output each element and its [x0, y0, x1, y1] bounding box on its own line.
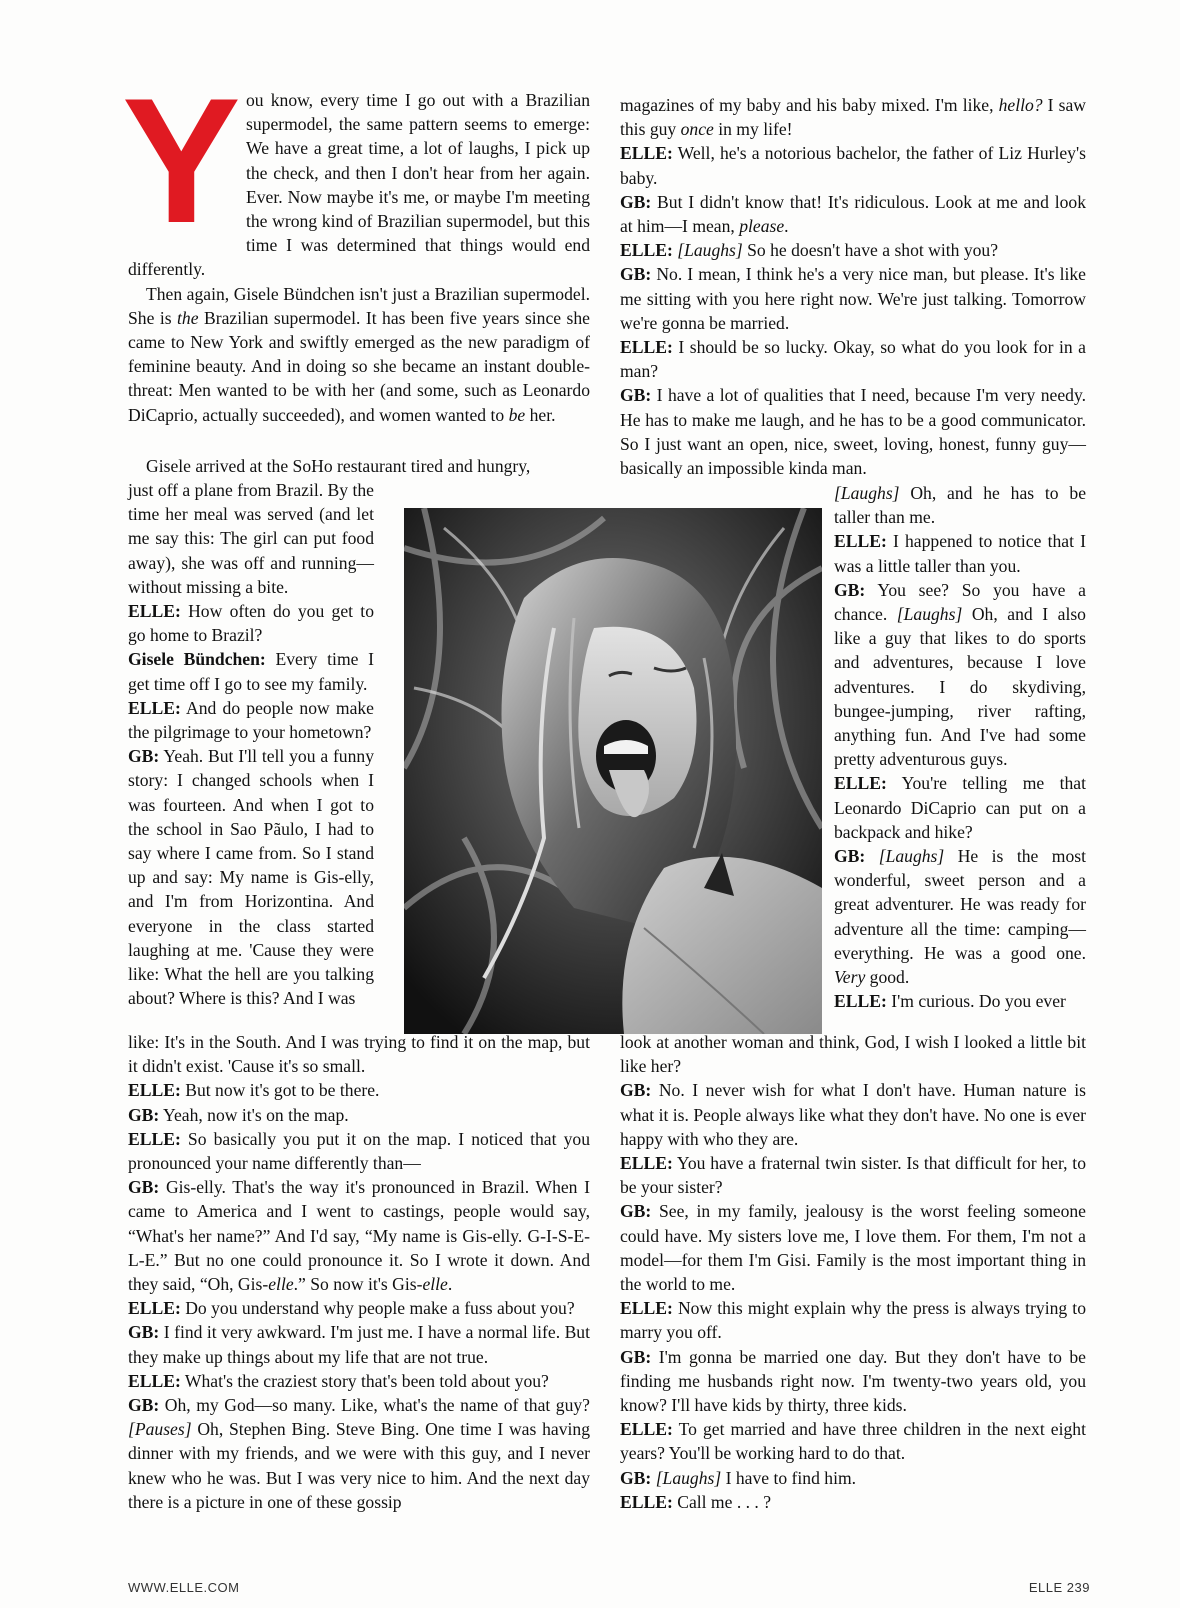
text-span: But I didn't know that! It's ridiculous. Look at me and look at him—I mean, [620, 191, 1086, 237]
qa-question [620, 1490, 1086, 1514]
text-span: But now it's got to be there. [180, 1080, 380, 1101]
qa-answer [620, 190, 1086, 238]
text-span: So he doesn't have a shot with you? [742, 240, 999, 261]
text-span: To get married and have three children in the next eight years? You'll be working hard to do that. [620, 1419, 1086, 1464]
text-span: Gisele arrived at the SoHo restaurant tired and hungry, [146, 456, 531, 476]
text-span: Well, he's a notorious bachelor, the father of Liz Hurley's baby. [620, 143, 1086, 188]
text-span: Every time I get time off I go to see my family. [128, 649, 374, 694]
qa-question-continued: look at another woman and think, God, I wish I looked a little bit like her? [620, 1032, 1086, 1077]
speaker-label: GB: [128, 1104, 160, 1125]
left-column-narrow [128, 478, 374, 1010]
speaker-label: ELLE: [128, 601, 181, 622]
text-span: I happened to notice that I was a little taller than you. [834, 531, 1086, 576]
portrait-illustration [404, 508, 822, 1034]
qa-answer [128, 1393, 590, 1514]
text-span: Yeah. But I'll tell you a funny story: I changed schools when I was fourteen. And when I got to the school in Sao Pãulo, I had to say where I came from. So I stand up and say: My name is Gis-elly, and I'm from Horizontina. And everyone in the class started laughing at me. 'Cause they were like: What the hell are you talking about? Where is this? And I was [128, 746, 374, 1009]
emphasis: [Laughs] [655, 1467, 722, 1488]
qa-question [620, 1417, 1086, 1465]
text-span: Call me . . . ? [672, 1491, 772, 1512]
qa-answer [834, 844, 1086, 989]
text-span: Do you understand why people make a fuss about you? [180, 1298, 575, 1319]
qa-answer [834, 578, 1086, 772]
text-span: . [447, 1274, 453, 1295]
qa-question [620, 1151, 1086, 1199]
qa-answer [128, 744, 374, 1010]
qa-question [620, 1296, 1086, 1344]
lead-paragraph-1: ou know, every time I go out with a Brazilian supermodel, the same pattern seems to emerge: We have a great time, a lot of laughs, I pick up the check, and then I don't hear from her again. Ever. Now maybe it's me, or maybe I'm meeting the wrong kind of Brazilian supermodel, but this time I was determined that things would end differently. [128, 90, 590, 280]
qa-answer-continued [834, 481, 1086, 529]
text-span: in my life! [713, 119, 793, 140]
qa-answer-continued [620, 93, 1086, 141]
qa-answer [128, 1320, 590, 1368]
emphasis: hello? [998, 95, 1043, 115]
emphasis: elle [268, 1274, 294, 1295]
speaker-label: GB: [620, 1346, 652, 1367]
speaker-label: GB: [128, 1177, 160, 1198]
qa-answer [620, 1345, 1086, 1418]
text-span: I find it very awkward. I'm just me. I have a normal life. But they make up things about my life that are not true. [128, 1322, 590, 1367]
qa-question [620, 238, 1086, 262]
text-span: I'm gonna be married one day. But they don't have to be finding me husbands right now. I'm twenty-two years old, you know? I'll have kids by thirty, three kids. [620, 1346, 1086, 1416]
emphasis: the [177, 307, 199, 328]
qa-answer [620, 262, 1086, 335]
text-span: You're telling me that Leonardo DiCaprio can put on a backpack and hike? [834, 773, 1086, 842]
qa-answer [620, 383, 1086, 480]
qa-answer [128, 1175, 590, 1296]
text-span: So basically you put it on the map. I noticed that you pronounced your name differently than— [128, 1128, 590, 1174]
qa-question-start [834, 989, 1086, 1013]
speaker-label: ELLE: [620, 240, 673, 261]
right-column-narrow [834, 481, 1086, 1013]
speaker-label: GB: [620, 264, 652, 285]
text-span: her. [525, 404, 556, 425]
text-span: What's the craziest story that's been told about you? [180, 1370, 549, 1391]
qa-question [128, 599, 374, 647]
text-span: .” So now it's Gis- [293, 1274, 423, 1295]
text-span: I saw this guy [620, 95, 1086, 140]
emphasis: [Laughs] [834, 483, 900, 503]
emphasis: Very [834, 967, 866, 988]
left-column-wide-top [128, 454, 590, 478]
qa-question [834, 529, 1086, 577]
drop-cap: Y [122, 61, 241, 260]
qa-question [128, 696, 374, 744]
speaker-label: Gisele Bündchen: [128, 649, 266, 670]
text-span: And do people now make the pilgrimage to your hometown? [128, 697, 374, 743]
text-span: You see? So you have a chance. [834, 579, 1086, 625]
footer-page-number: ELLE 239 [1028, 1580, 1090, 1595]
qa-question [620, 335, 1086, 383]
qa-question [620, 141, 1086, 189]
speaker-label: ELLE: [620, 143, 673, 164]
speaker-label: ELLE: [834, 773, 887, 794]
text-span: Oh, and he has to be taller than me. [834, 483, 1086, 528]
text-span: No. I never wish for what I don't have. Human nature is what it is. People always like what they don't have. No one is ever happy with who they are. [620, 1080, 1086, 1149]
speaker-label: GB: [620, 1201, 652, 1222]
right-column-bottom [620, 1030, 1086, 1514]
speaker-label: GB: [620, 1467, 652, 1488]
text-span: I have to find him. [721, 1467, 857, 1488]
qa-question [128, 1078, 590, 1102]
text-span: He is the most wonderful, sweet person and a great adventurer. He was ready for adventure all the time: camping—everything. He was a good one. [834, 846, 1086, 963]
text-span: How often do you get to go home to Brazil? [128, 601, 374, 646]
speaker-label: GB: [128, 1322, 160, 1343]
qa-answer [128, 647, 374, 695]
speaker-label: GB: [834, 579, 866, 600]
text-span: I'm curious. Do you ever [886, 991, 1066, 1012]
speaker-label: ELLE: [620, 1419, 673, 1440]
qa-answer [620, 1199, 1086, 1296]
text-span: Yeah, now it's on the map. [159, 1104, 349, 1125]
speaker-label: ELLE: [128, 1298, 181, 1319]
qa-answer [128, 1103, 590, 1127]
qa-question [128, 1127, 590, 1175]
portrait-photo [404, 508, 822, 1034]
speaker-label: ELLE: [834, 991, 887, 1012]
speaker-label: GB: [620, 1080, 652, 1101]
text-span: I have a lot of qualities that I need, because I'm very needy. He has to make me laugh, and he has to be a good communicator. So I just want an open, nice, sweet, loving, honest, funny guy—basically an impossible kinda man. [620, 385, 1086, 479]
speaker-label: GB: [128, 1395, 160, 1416]
qa-question [834, 771, 1086, 844]
speaker-label: GB: [620, 385, 652, 406]
speaker-label: ELLE: [834, 531, 887, 552]
emphasis: be [508, 404, 526, 425]
text-span: Oh, Stephen Bing. Steve Bing. One time I was having dinner with my friends, and we were with this guy, and I never knew who he was. But I was very nice to him. And the next day there is a picture in one of these gossip [128, 1419, 590, 1512]
emphasis: [Laughs] [896, 604, 963, 625]
lead-paragraph-3: just off a plane from Brazil. By the time her meal was served (and let me say this: The girl can put food away), she was off and running—without missing a bite. [128, 480, 374, 597]
text-span: I should be so lucky. Okay, so what do you look for in a man? [620, 337, 1086, 382]
speaker-label: ELLE: [128, 1128, 181, 1149]
footer-url[interactable]: WWW.ELLE.COM [128, 1580, 240, 1595]
emphasis: elle [422, 1274, 448, 1295]
right-column-top [620, 93, 1086, 480]
text-span: See, in my family, jealousy is the worst feeling someone could have. My sisters love me, I love them. For them, I'm not a model—for them I'm Gisi. Family is the most important thing in the world to me. [620, 1201, 1086, 1295]
speaker-label: ELLE: [620, 337, 673, 358]
text-span: good. [865, 967, 910, 988]
text-span: Then again, Gisele Bündchen isn't just a Brazilian supermodel. She is [128, 283, 590, 328]
text-span: magazines of my baby and his baby mixed. I'm like, [620, 95, 999, 115]
qa-question [128, 1296, 590, 1320]
speaker-label: ELLE: [128, 1370, 181, 1391]
speaker-label: GB: [620, 191, 652, 212]
qa-answer [620, 1078, 1086, 1151]
emphasis: once [680, 119, 714, 140]
emphasis: [Pauses] [128, 1419, 192, 1440]
text-span: No. I mean, I think he's a very nice man, but please. It's like me sitting with you here right now. We're just talking. Tomorrow we're gonna be married. [620, 264, 1086, 333]
text-line [128, 454, 590, 478]
lead-paragraph-2 [128, 282, 590, 427]
emphasis: [Laughs] [677, 240, 743, 261]
text-span: . [784, 216, 789, 237]
emphasis: please [739, 216, 785, 237]
speaker-label: ELLE: [620, 1153, 673, 1174]
qa-answer-continued: like: It's in the South. And I was trying to find it on the map, but it didn't exist. 'Cause it's so small. [128, 1032, 590, 1077]
qa-question [128, 1369, 590, 1393]
text-span: Now this might explain why the press is always trying to marry you off. [620, 1298, 1086, 1343]
speaker-label: ELLE: [128, 1080, 181, 1101]
speaker-label: ELLE: [128, 697, 181, 718]
text-span: Oh, and I also like a guy that likes to do sports and adventures, because I love adventures. I do skydiving, bungee-jumping, river rafting, anything fun. And I've had some pretty adventurous guys. [834, 604, 1086, 770]
lead-section [122, 61, 590, 427]
qa-answer [620, 1466, 1086, 1490]
text-span: Gis-elly. That's the way it's pronounced in Brazil. When I came to America and I went to castings, people would say, “What's her name?” And I'd say, “My name is Gis-elly. G-I-S-E-L-E.” But no one could pronounce it. So I wrote it down. And they said, “Oh, Gis- [128, 1177, 590, 1295]
text-span: Oh, my God—so many. Like, what's the name of that guy? [159, 1395, 590, 1416]
text-span: Brazilian supermodel. It has been five years since she came to New York and swiftly emerged as the new paradigm of feminine beauty. And in doing so she became an instant double-threat: Men wanted to be with her (and some, such as Leonardo DiCaprio, actually succeeded), and women wanted to [128, 307, 590, 425]
speaker-label: GB: [834, 846, 866, 867]
left-column-bottom [128, 1030, 590, 1514]
speaker-label: ELLE: [620, 1491, 673, 1512]
emphasis: [Laughs] [878, 846, 945, 867]
speaker-label: GB: [128, 746, 160, 767]
speaker-label: ELLE: [620, 1298, 673, 1319]
text-span: You have a fraternal twin sister. Is that difficult for her, to be your sister? [620, 1153, 1086, 1198]
